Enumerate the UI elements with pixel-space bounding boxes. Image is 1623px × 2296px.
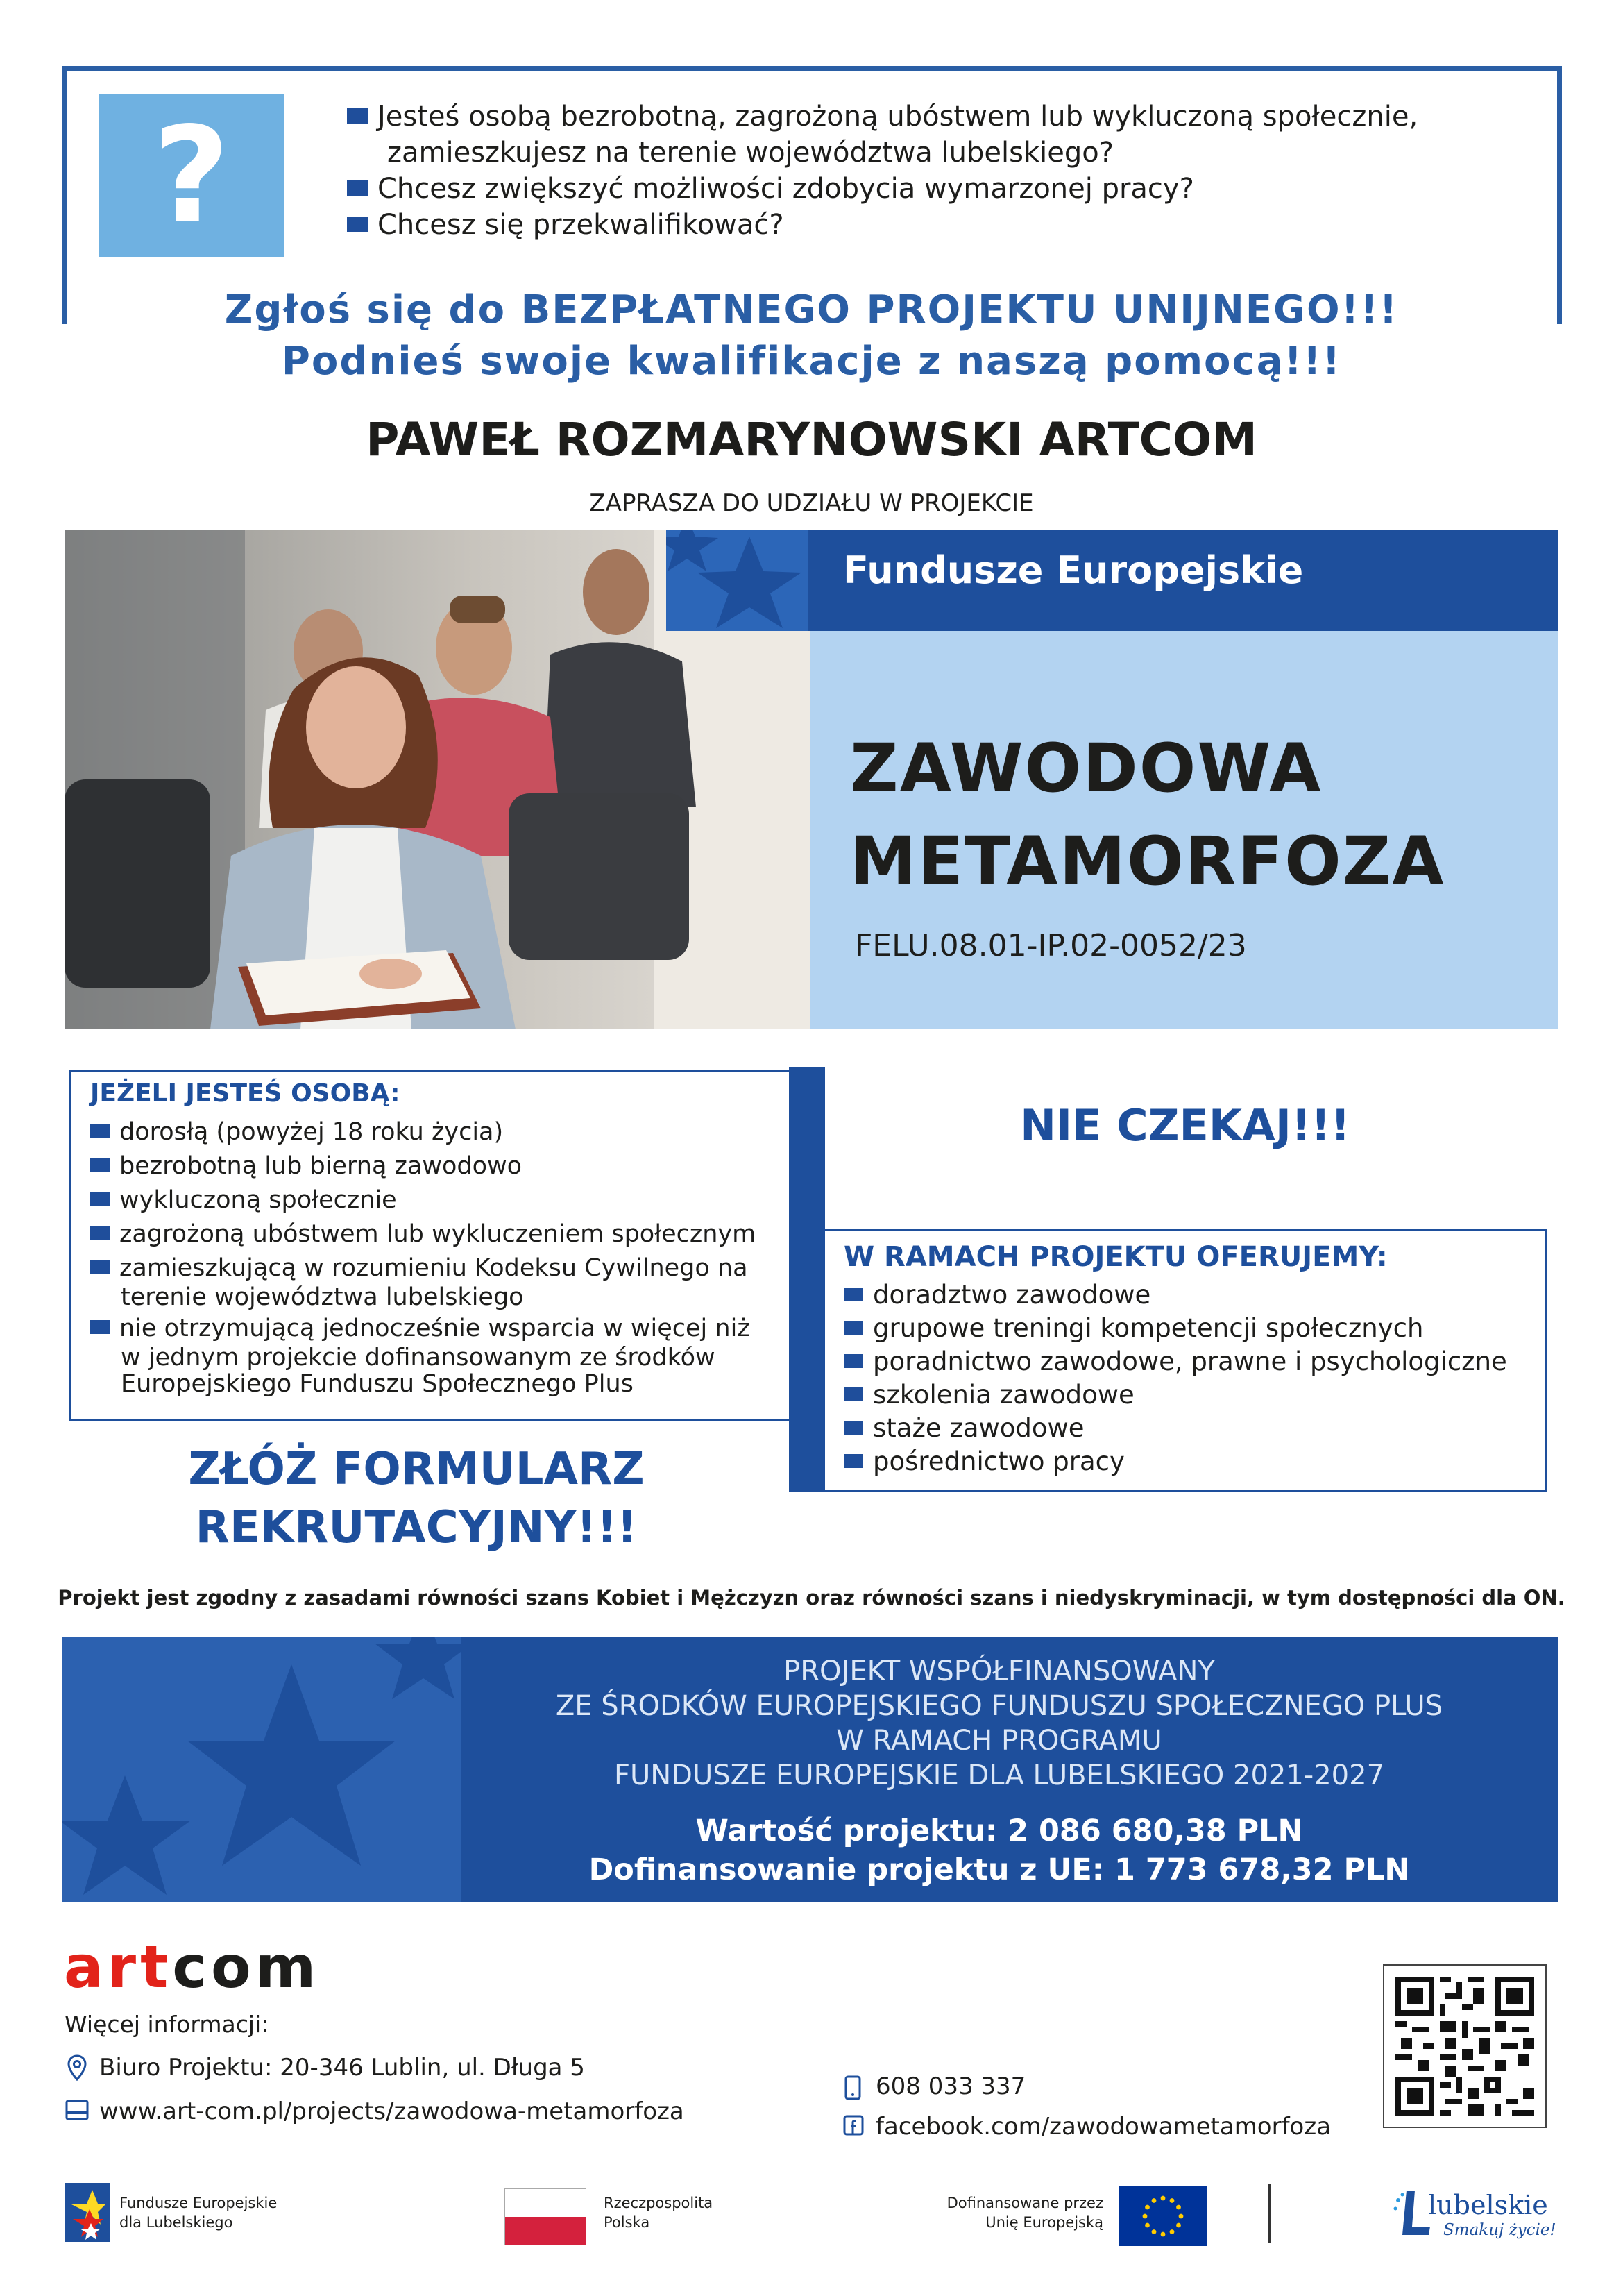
offer-item: poradnictwo zawodowe, prawne i psychologiczne	[844, 1345, 1507, 1378]
submit-form-callout: ZŁÓŻ FORMULARZ REKRUTACYJNY!!!	[188, 1444, 645, 1553]
offer-item: pośrednictwo pracy	[844, 1445, 1507, 1478]
fe-logo-icon	[65, 2183, 110, 2242]
bullet-icon	[844, 1288, 863, 1301]
bullet-icon	[844, 1321, 863, 1335]
eu-stars-decor	[62, 1637, 461, 1902]
bullet-icon	[347, 108, 368, 124]
eu-logo-text: Dofinansowane przez Unię Europejską	[946, 2195, 1103, 2231]
eu-flag-icon	[1119, 2186, 1207, 2246]
question-item: Jesteś osobą bezrobotną, zagrożoną ubóstwem lub wykluczoną społecznie, zamieszkujesz na terenie województwa lubelskiego?	[347, 99, 1540, 171]
criteria-item: zagrożoną ubóstwem lub wykluczeniem społecznym	[90, 1218, 784, 1250]
website-link[interactable]: www.art-com.pl/projects/zawodowa-metamorfoza	[99, 2097, 684, 2125]
lubelskie-logo-icon	[1391, 2186, 1433, 2242]
rp-logo-text: Rzeczpospolita Polska	[604, 2195, 713, 2231]
bullet-icon	[844, 1421, 863, 1435]
lubelskie-slogan: Smakuj życie!	[1443, 2221, 1556, 2239]
bullet-icon	[347, 180, 368, 196]
bullet-icon	[90, 1320, 110, 1334]
criteria-list	[90, 1116, 784, 1399]
location-pin-icon	[67, 2054, 87, 2081]
question-item: Chcesz się przekwalifikować?	[347, 207, 1540, 243]
facebook-link[interactable]: facebook.com/zawodowametamorfoza	[876, 2113, 1332, 2141]
more-info-label: Więcej informacji:	[65, 2011, 269, 2038]
criteria-item: nie otrzymującą jednocześnie wsparcia w więcej niż w jednym projekcie dofinansowanym ze środków Europejskiego Funduszu Społecznego Plus	[90, 1312, 784, 1397]
question-mark-icon: ?	[99, 94, 284, 257]
organizer-name: PAWEŁ ROZMARYNOWSKI ARTCOM	[366, 413, 1257, 466]
logo-divider	[1268, 2184, 1271, 2243]
offer-item: grupowe treningi kompetencji społecznych	[844, 1312, 1507, 1345]
funding-text: PROJEKT WSPÓŁFINANSOWANY ZE ŚRODKÓW EUROPEJSKIEGO FUNDUSZU SPOŁECZNEGO PLUS W RAMACH PROGRAMU FUNDUSZE EUROPEJSKIE DLA LUBELSKIEGO 2021-2027	[555, 1655, 1443, 1791]
phone-text: 608 033 337	[876, 2073, 1026, 2100]
offer-item: staże zawodowe	[844, 1412, 1507, 1445]
polish-flag-icon	[504, 2188, 586, 2245]
bullet-icon	[844, 1387, 863, 1401]
offer-item: doradztwo zawodowe	[844, 1278, 1507, 1312]
project-code: FELU.08.01-IP.02-0052/23	[855, 928, 1247, 963]
artcom-logo: artcom	[64, 1933, 321, 2001]
criteria-item: dorosłą (powyżej 18 roku życia)	[90, 1116, 784, 1148]
bullet-icon	[844, 1354, 863, 1368]
criteria-item: bezrobotną lub bierną zawodowo	[90, 1150, 784, 1182]
bullet-icon	[90, 1192, 110, 1206]
offer-item: szkolenia zawodowe	[844, 1378, 1507, 1412]
fe-program-label: Fundusze Europejskie	[843, 548, 1304, 592]
lubelskie-name: lubelskie	[1428, 2190, 1548, 2220]
headline: Zgłoś się do BEZPŁATNEGO PROJEKTU UNIJNEGO!!! Podnieś swoje kwalifikacje z naszą pomocą!!!	[224, 287, 1399, 384]
funding-values: Wartość projektu: 2 086 680,38 PLN Dofinansowanie projektu z UE: 1 773 678,32 PLN	[588, 1814, 1410, 1887]
fe-stars-decor	[666, 530, 808, 631]
offer-heading: W RAMACH PROJEKTU OFERUJEMY:	[844, 1241, 1388, 1273]
project-title: ZAWODOWA METAMORFOZA	[850, 729, 1445, 900]
criteria-heading: JEŻELI JESTEŚ OSOBĄ:	[90, 1079, 400, 1108]
bullet-icon	[90, 1158, 110, 1172]
bullet-icon	[844, 1454, 863, 1468]
bullet-icon	[90, 1260, 110, 1274]
offer-list	[844, 1278, 1507, 1478]
equality-statement: Projekt jest zgodny z zasadami równości szans Kobiet i Mężczyzn oraz równości szans i niedyskryminacji, w tym dostępności dla ON.	[58, 1586, 1565, 1610]
bullet-icon	[347, 217, 368, 232]
wait-callout: NIE CZEKAJ!!!	[1020, 1100, 1350, 1151]
question-item: Chcesz zwiększyć możliwości zdobycia wymarzonej pracy?	[347, 171, 1540, 207]
criteria-item: wykluczoną społecznie	[90, 1184, 784, 1216]
bullet-icon	[90, 1226, 110, 1240]
offer-accent-bar	[789, 1229, 825, 1492]
qr-code[interactable]	[1383, 1964, 1547, 2128]
invite-text: ZAPRASZA DO UDZIAŁU W PROJEKCIE	[589, 489, 1034, 517]
facebook-icon	[843, 2115, 864, 2136]
address-text: Biuro Projektu: 20-346 Lublin, ul. Długa 5	[99, 2054, 585, 2082]
question-list	[347, 99, 1540, 243]
criteria-item: zamieszkującą w rozumieniu Kodeksu Cywilnego na terenie województwa lubelskiego	[90, 1252, 784, 1310]
web-icon	[65, 2100, 89, 2120]
bullet-icon	[90, 1124, 110, 1138]
fe-logo-text: Fundusze Europejskie dla Lubelskiego	[119, 2195, 278, 2231]
phone-icon	[844, 2075, 861, 2100]
